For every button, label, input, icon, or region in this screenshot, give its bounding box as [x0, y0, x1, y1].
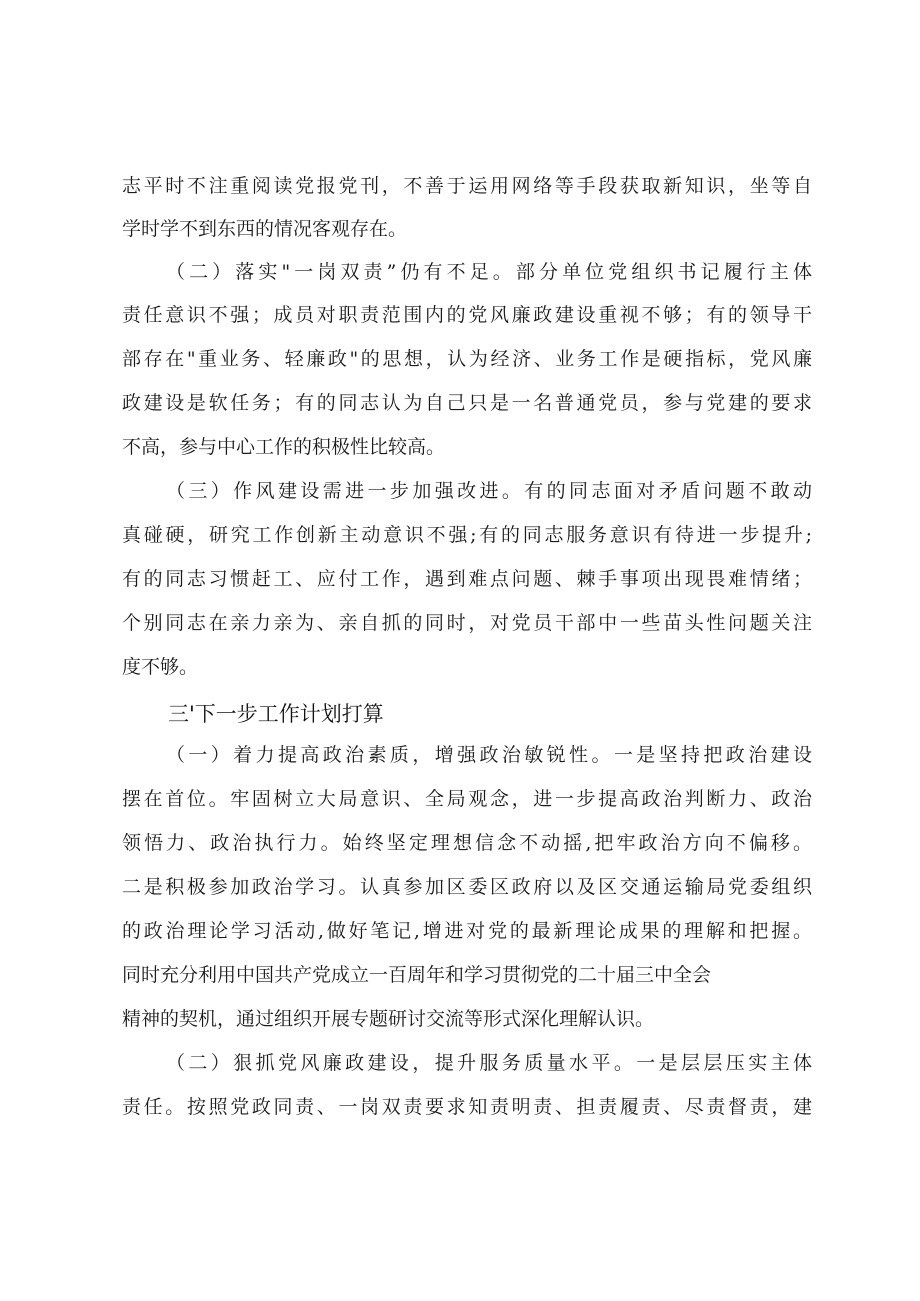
paragraph-line: 志平时不注重阅读党报党刊，不善于运用网络等手段获取新知识，坐等自 [122, 175, 812, 197]
paragraph-line: 个别同志在亲力亲为、亲自抓的同时，对党员干部中一些苗头性问题关注 [122, 612, 812, 634]
paragraph-line: 二是积极参加政治学习。认真参加区委区政府以及区交通运输局党委组织 [122, 876, 812, 898]
paragraph-line: 同时充分利用中国共产党成立一百周年和学习贯彻党的二十届三中全会 [122, 964, 712, 986]
paragraph-line: （一）着力提高政治素质，增强政治敏锐性。一是坚持把政治建设 [166, 744, 812, 766]
section-heading: 三'下一步工作计划打算 [168, 702, 384, 726]
paragraph-line: （二）狠抓党风廉政建设，提升服务质量水平。一是层层压实主体 [166, 1052, 812, 1074]
paragraph-line: 不高，参与中心工作的积极性比较高。 [122, 436, 446, 458]
paragraph-line: 精神的契机，通过组织开展专题研讨交流等形式深化理解认识。 [122, 1008, 655, 1030]
paragraph-line: 责任。按照党政同责、一岗双责要求知责明责、担责履责、尽责督责，建 [122, 1096, 812, 1118]
paragraph-line: 部存在"重业务、轻廉政"的思想，认为经济、业务工作是硬指标，党风廉 [122, 348, 812, 370]
paragraph-line: 度不够。 [122, 656, 199, 678]
paragraph-line: 政建设是软任务；有的同志认为自己只是一名普通党员，参与党建的要求 [122, 392, 812, 414]
paragraph-line: （二）落实"一岗双责”仍有不足。部分单位党组织书记履行主体 [166, 261, 812, 283]
paragraph-line: 真碰硬，研究工作创新主动意识不强;有的同志服务意识有待进一步提升; [122, 524, 812, 546]
paragraph-line: 有的同志习惯赶工、应付工作，遇到难点问题、棘手事项出现畏难情绪； [122, 568, 812, 590]
paragraph-line: 责任意识不强；成员对职责范围内的党风廉政建设重视不够；有的领导干 [122, 304, 812, 326]
paragraph-line: 领悟力、政治执行力。始终坚定理想信念不动摇,把牢政治方向不偏移。 [122, 832, 812, 854]
paragraph-line: （三）作风建设需进一步加强改进。有的同志面对矛盾问题不敢动 [166, 480, 812, 502]
paragraph-line: 摆在首位。牢固树立大局意识、全局观念，进一步提高政治判断力、政治 [122, 788, 812, 810]
paragraph-line: 学时学不到东西的情况客观存在。 [122, 218, 408, 240]
paragraph-line: 的政治理论学习活动,做好笔记,增进对党的最新理论成果的理解和把握。 [122, 920, 812, 942]
